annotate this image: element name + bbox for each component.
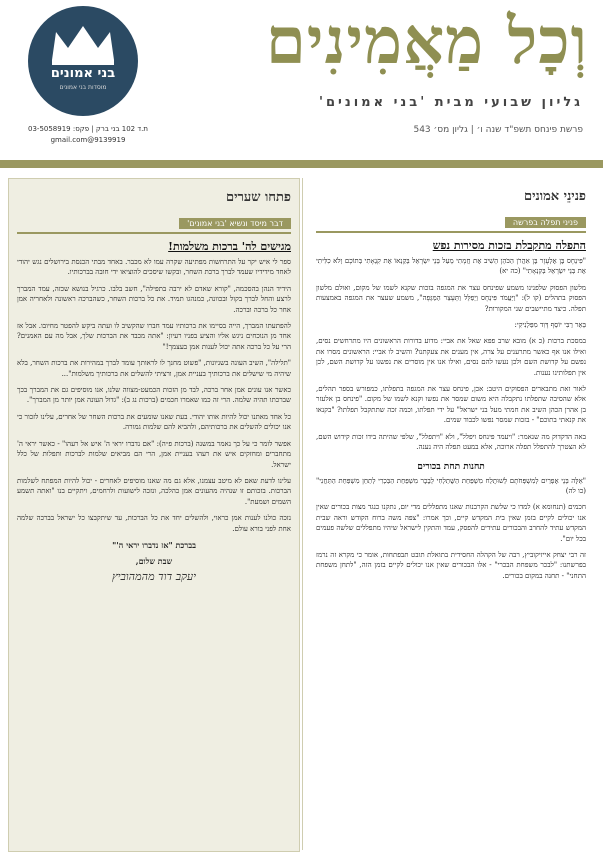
newsletter-tagline: גליון שבועי מבית 'בני אמונים' xyxy=(318,95,583,110)
left-column xyxy=(8,178,300,852)
signature: יעקב דוד מהמהוביץ xyxy=(111,569,197,583)
section-rule xyxy=(316,231,586,233)
issue-info: פרשת פינחס תשפ"ד שנה ו׳ | גליון מס׳ 543 xyxy=(413,125,583,135)
right-section-title: פנינֵי אמונים xyxy=(524,189,586,204)
left-paragraph: נזכה כולנו לענות אמן כראוי, ולהשלים יחד את כל הברכות, עד שיתקבצו כל ישראל בברכה שלמה אחת לפני בורא עולם. xyxy=(17,514,291,533)
right-sub-paragraph: "אֵלֶּה בְּנֵי אֶפְרַיִם לְמִשְׁפְּחֹתָם לְשׁוּתֶלַח מִשְׁפַּחַת הַשֻּׁתַלְחִי לְבֶכֶר מִשְׁפַּחַת הַבַּכְרִי לְתַחַן מִשְׁפַּחַת הַתַּחֲנִי" (כו לה) xyxy=(316,476,586,495)
right-paragraph: באה הדקדוק מה שנאמר: "ויעמד פינחס ויפלל", ולא "ויתפלל", שלפי שהיתה בידו זכות קידוש השם, לא הצטרך להתפלל תפלה ארוכה, אלא במעט תפלה היה נענה. xyxy=(316,432,586,452)
left-section-tag: דבר מיסד ונשיא 'בני אמונים' xyxy=(179,218,291,229)
closing-greeting: שבת שלום, xyxy=(135,555,173,566)
contact-email: 9139919@gmail.com xyxy=(50,136,126,144)
right-column xyxy=(308,178,594,850)
right-sub-paragraph: חכמים (תנחומא א) למדו כי שלשת הקרבנות שאנו מתפללים מדי יום, נתקנו כנגד מצות בכורים שאין אנו יכולים לקיים בזמן שאין בית המקדש קיים, וכך אמרו: "צפה משה ברוח הקודש וראה שבית המקדש עתיד להחרב והבכורים עתידים להפסק, עמד והתקין לישראל שיהיו מתפללים שלשה פעמים בכל יום". xyxy=(316,503,586,543)
logo-subtitle: מוסדות בני אמונים xyxy=(59,84,107,91)
left-section-header xyxy=(17,189,291,211)
section-rule xyxy=(17,232,291,234)
right-section-header xyxy=(316,188,586,210)
right-paragraph: "פִּינְחָס בֶּן אֶלְעָזָר בֶּן אַהֲרֹן הַכֹּהֵן הֵשִׁיב אֶת חֲמָתִי מֵעַל בְּנֵי יִשְׂרָאֵל בְּקַנְאוֹ אֶת קִנְאָתִי בְּתוֹכָם וְלֹא כִלִּיתִי אֶת בְּנֵי יִשְׂרָאֵל בְּקִנְאָתִי" (כה יא) xyxy=(316,257,586,276)
logo-block xyxy=(8,6,158,156)
right-paragraph: במסכת ברכות (כ א) מובא שרב פפא שאל את אביי: מדוע בדורות הראשונים היו מתרחשים נסים, ואילו אנו אף כאשר מתרענים על צרה, אין מענים את צעקתנו? והשיב לו אביי: הראשונים מסרו את נפשם על קדושת השם ולכן נעשו להם נסים, ואילו אנו אין מוסרים את נפשנו על קדושת השם, לכן אין תפלותינו נענות. xyxy=(316,337,586,377)
left-paragraph: להפתעתו המברך, הייה בסיימו את ברכותיו עמד חברו שהקשיב לו ועתה ביקש להפטר מחיובו. אבל אז אחד מן הנוכחים ניגש אליו והציע בפניו רעיון: "אתה מכבד את הברכות שלך, אבל מה עם האמנים? הרי על כל ברכה אתה יכול לענות אמן בעצמך!" xyxy=(17,322,291,351)
left-paragraph: אפשר לומר כי על כך נאמר במשנה (ברכות פ״ה): "אם נדברו יראי ה' איש אל רעהו" - כאשר יראי ה' מתחברים ומחזקים איש את רעהו בעניית אמן, הרי הם מביאים שלמות לברכות ותפלות של כלל ישראל. xyxy=(17,439,291,469)
masthead-bar xyxy=(0,160,603,168)
left-paragraph: כאשר אנו עונים אמן אחר ברכה, לבד מן הזכות הכמעט-מצווה שלנו, אנו מוסיפים גם את המברך בכך שברכתו תהיה שלמה. הרי זה כמו שאמרו חכמים (ברכות נג ב): "גדול העונה אמן יותר מן המברך". xyxy=(17,386,291,405)
left-paragraph: עלינו לדעת שאם לא מיטב עצמנו, אלא גם מה שאנו מוסיפים לאחרים - יכול להיות המפתח לשלמות הברכות. בזכותם זו שנהיה מהעונים אמן כהלכה, ונזכה לישועות ולרחמים, ויתקיים בנו "ואתה תשמע השמים ושמעת". xyxy=(17,476,291,506)
newsletter-title: וְכָל מַאֲמִינִים xyxy=(265,4,588,79)
contact-info xyxy=(8,124,168,146)
logo-name: בני אמונים xyxy=(50,66,116,81)
right-paragraph: לאור זאת מתבארים הפסוקים היטב: אכן, פינחס עצר את המגפה בתפלתו, כמפורש בספר תהלים, אלא שהסיבה שתפלתו נתקבלה היא משום שמסר את נפשו וקנא לשמו של מקום. "פינחס בן אלעזר בן אהרן הכהן השיב את חמתי מעל בני ישראל" על ידי תפלתו, וכמה זכה שתתקבל תפלתו? "בקנאו את קנאתי בתוכם" - בזכות שמסר נפשו לכבוד שמים. xyxy=(316,385,586,425)
masthead xyxy=(0,0,603,175)
right-paragraph: בֵּאֵר רַבִּי יוֹסֵף דָּוִד מִפַּלְנִיקִי: xyxy=(514,321,586,330)
left-paragraph: ספר לי איש יקר על התרחשות מפתיעה שקרה עמו לא מכבר. באחד מבתי הכנסת בירושלים נגש יהודי לאחד מידידיו שעמד לברך ברכת השחר, ובקשו שיסכים להוציאו ידי חובה בברכותיו. xyxy=(17,258,291,277)
contact-address: ת.ד 102 בני ברק | פקס: 03-5058919 xyxy=(28,125,148,133)
left-section-title: פתחו שערים xyxy=(225,190,291,205)
right-sub-title: תחנות תחת בכורים xyxy=(417,461,485,472)
right-sub-paragraph: זה רבי יצחק אייזיקוביץ, רבה של הקהלה החסידית בתואלת תובט תבפתחות, אומר כי מקרא זה נרמז בפרשתנו: "לבכר משפחת הבכרי" - אלו הבכורים שאין אנו יכולים לקיים בזמן הזה, "לתחן משפחת התחני" - תחנה במקום בכורים. xyxy=(316,550,586,580)
column-divider xyxy=(302,178,303,850)
right-section-tag: פניני תפלה בפרשה xyxy=(505,217,586,228)
left-paragraph: הידיד הנהן בהסכמה, "קורא שאדם לא ירבה בתפילה", חשב בלבו. כרגיל בנושא שכזה, עמד המברך לרצע והחל לברך בקול ובכוונה, כמנהגו תמיד. את כל ברכות השחר, כשהברכה ראשונה ולאחריה אמן אחר כל ברכה וברכה. xyxy=(17,284,291,314)
right-article-title: התפלה מתקבלת בזכות מסירות נפש xyxy=(432,239,586,252)
right-paragraph: מלשון הפסוק שלפנינו משמע שפינחס עצר את המגפה בזכות שקנא לשמו של מקום, ואולם מלשון הפסוק בתהלים (קו ל): "וַיַּעֲמֹד פִּינְחָס וַיְפַלֵּל וַתֵּעָצַר הַמַּגֵּפָה", משמע שעצר את המגפה באמצעות תפלה. כיצד מתיישבים שני המקורות? xyxy=(316,283,586,313)
crown-icon xyxy=(46,20,120,68)
left-paragraph: כל אחד מאתנו יכול להיות אותו יהודי. בעת שאנו שומעים את ברכות השחר של אחרים, עלינו לזכור כי אנו יכולים להשלים את ברכותיהם, ולהביא להם שלמות גמורה. xyxy=(17,412,291,432)
left-article-title: מגישים לה' ברכות משלמות! xyxy=(168,240,291,253)
left-paragraph: "תלילה", השיב העונה בשניונות, "פשוט מחנך לו לראותך עומד לברך במהירות את ברכות השחר, בלא שיהיה מי שישלים את ברכותיך בעניית אמן, ורציתי להשלים את ברכותיך משלמות"... xyxy=(17,359,291,378)
closing-line: בברכת "אז נדברו יראי ה'" xyxy=(112,539,196,550)
